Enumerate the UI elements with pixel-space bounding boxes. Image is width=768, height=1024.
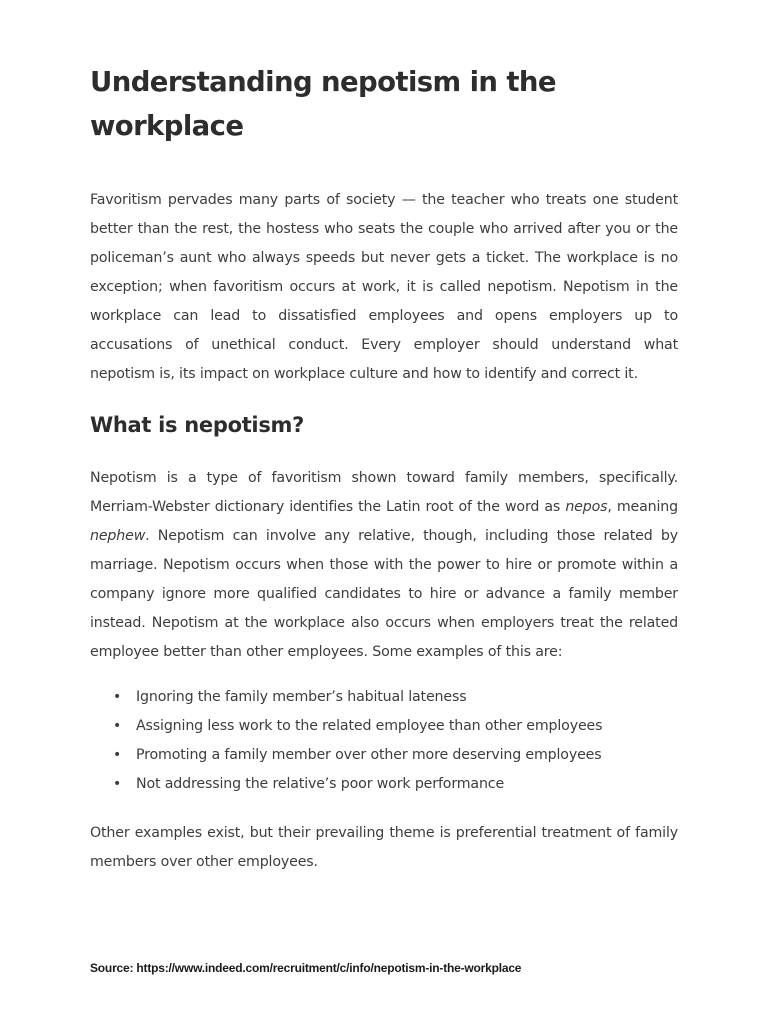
definition-paragraph <box>90 464 678 667</box>
bullet-icon: • <box>113 689 122 705</box>
page-title: Understanding nepotism in the workplace <box>90 66 556 142</box>
list-item-text: Ignoring the family member’s habitual lateness <box>136 689 467 705</box>
bullet-icon: • <box>113 718 122 734</box>
latin-root-term: nepos <box>565 499 608 515</box>
intro-paragraph: Favoritism pervades many parts of society — the teacher who treats one student better than the rest, the hostess who seats the couple who arrived after you or the policeman’s aunt who always speeds but never gets a ticket. The workplace is no exception; when favoritism occurs at work, it is called nepotism. Nepotism in the workplace can lead to dissatisfied employees and opens employers up to accusations of unethical conduct. Every employer should understand what nepotism is, its impact on workplace culture and how to identify and correct it. <box>90 192 678 382</box>
source-citation <box>90 958 710 978</box>
source-url: https://www.indeed.com/recruitment/c/info/nepotism-in-the-workplace <box>136 961 522 975</box>
closing-paragraph: Other examples exist, but their prevailing theme is preferential treatment of family members over other employees. <box>90 825 678 870</box>
bullet-icon: • <box>113 747 122 763</box>
meaning-term: nephew <box>90 528 146 544</box>
list-item-text: Promoting a family member over other more deserving employees <box>136 747 602 763</box>
list-item <box>113 741 678 770</box>
section-heading: What is nepotism? <box>90 413 304 437</box>
definition-text-a: Nepotism is a type of favoritism shown toward family members, specifically. Merriam-Webster dictionary identifies the Latin root of the word as <box>90 470 678 515</box>
list-item-text: Not addressing the relative’s poor work performance <box>136 776 505 792</box>
list-item-text: Assigning less work to the related employee than other employees <box>136 718 603 734</box>
definition-text-c: . Nepotism can involve any relative, though, including those related by marriage. Nepotism occurs when those with the power to hire or promote within a company ignore more qualified candidates to hire or advance a family member instead. Nepotism at the workplace also occurs when employers treat the related employee better than other employees. Some examples of this are: <box>90 528 678 660</box>
bullet-icon: • <box>113 776 122 792</box>
examples-list <box>90 683 678 799</box>
article <box>90 60 678 877</box>
list-item <box>113 770 678 799</box>
list-item <box>113 712 678 741</box>
list-item <box>113 683 678 712</box>
source-label: Source: <box>90 961 134 975</box>
definition-text-b: , meaning <box>607 499 678 515</box>
